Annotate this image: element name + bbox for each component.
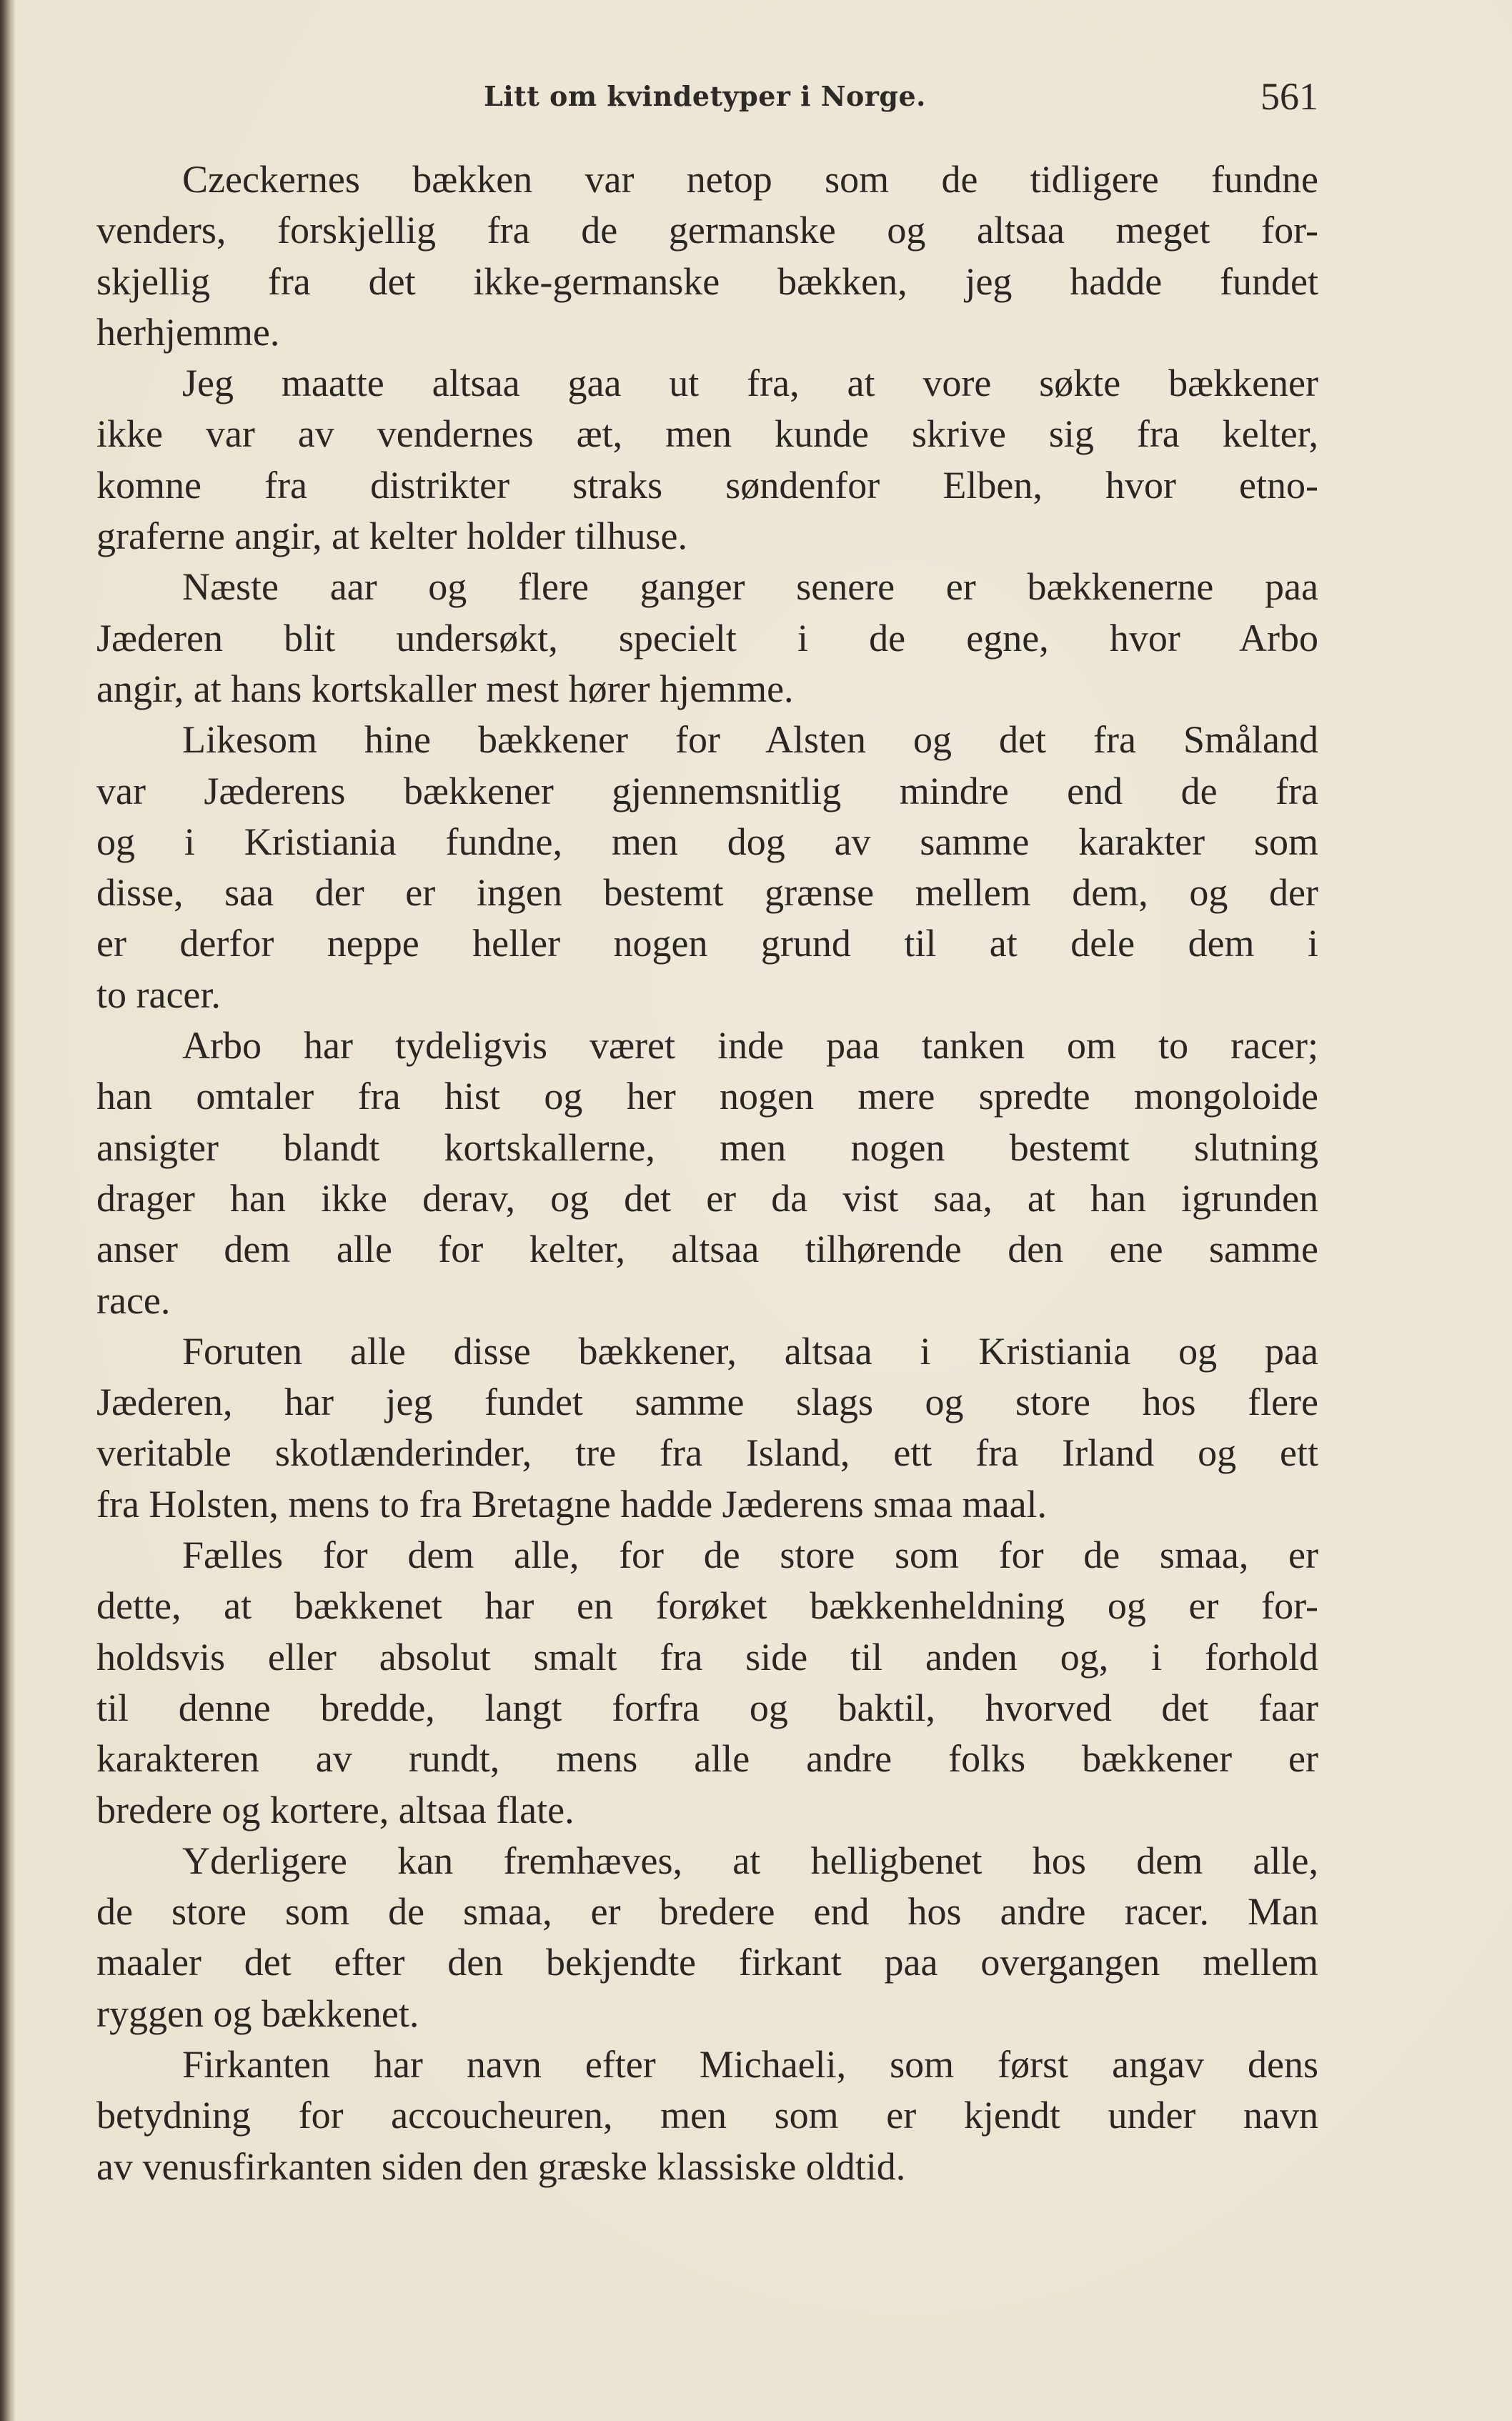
text-line: han omtaler fra hist og her nogen mere spredte mongoloide <box>96 1075 1318 1118</box>
paragraph <box>96 715 1318 1020</box>
text-line: var Jæderens bækkener gjennemsnitlig mindre end de fra <box>96 769 1318 812</box>
text-line: Likesom hine bækkener for Alsten og det fra Småland <box>182 718 1318 762</box>
text-line: Jæderen, har jeg fundet samme slags og store hos flere <box>96 1381 1318 1424</box>
paragraph <box>96 562 1318 715</box>
text-line: graferne angir, at kelter holder tilhuse. <box>96 514 687 558</box>
text-line: disse, saa der er ingen bestemt grænse mellem dem, og der <box>96 871 1318 915</box>
text-line: Czeckernes bækken var netop som de tidligere fundne <box>182 158 1318 201</box>
text-line: Fælles for dem alle, for de store som for de smaa, er <box>182 1533 1318 1577</box>
text-line: herhjemme. <box>96 310 280 354</box>
text-line: anser dem alle for kelter, altsaa tilhørende den ene samme <box>96 1228 1318 1271</box>
text-line: komne fra distrikter straks søndenfor Elben, hvor etno- <box>96 463 1318 507</box>
text-line: dette, at bækkenet har en forøket bækkenheldning og er for- <box>96 1584 1318 1628</box>
text-line: Foruten alle disse bækkener, altsaa i Kristiania og paa <box>182 1329 1318 1373</box>
text-line: ryggen og bækkenet. <box>96 1992 419 2035</box>
text-line: drager han ikke derav, og det er da vist saa, at han igrunden <box>96 1176 1318 1220</box>
text-line: angir, at hans kortskaller mest hører hjemme. <box>96 667 794 710</box>
text-line: bredere og kortere, altsaa flate. <box>96 1788 575 1831</box>
text-line: av venusfirkanten siden den græske klassiske oldtid. <box>96 2144 906 2188</box>
text-line: Firkanten har navn efter Michaeli, som først angav dens <box>182 2042 1318 2086</box>
paragraph <box>96 154 1318 358</box>
paragraph <box>96 358 1318 562</box>
text-line: de store som de smaa, er bredere end hos andre racer. Man <box>96 1890 1318 1934</box>
text-line: til denne bredde, langt forfra og baktil, hvorved det faar <box>96 1686 1318 1729</box>
text-line: betydning for accoucheuren, men som er kjendt under navn <box>96 2094 1318 2137</box>
running-head <box>96 77 1318 120</box>
paragraph <box>96 1326 1318 1530</box>
page-number: 561 <box>1260 75 1318 118</box>
text-line: og i Kristiania fundne, men dog av samme karakter som <box>96 820 1318 863</box>
text-line: ikke var av vendernes æt, men kunde skrive sig fra kelter, <box>96 412 1318 456</box>
paragraph <box>96 1530 1318 1836</box>
text-line: Yderligere kan fremhæves, at helligbenet hos dem alle, <box>182 1839 1318 1882</box>
text-line: race. <box>96 1278 171 1322</box>
text-line: to racer. <box>96 973 221 1016</box>
text-line: maaler det efter den bekjendte firkant paa overgangen mellem <box>96 1941 1318 1984</box>
running-head-title: Litt om kvindetyper i Norge. <box>484 80 926 112</box>
text-line: Arbo har tydeligvis været inde paa tanken om to racer; <box>182 1024 1318 1068</box>
text-line: fra Holsten, mens to fra Bretagne hadde Jæderens smaa maal. <box>96 1482 1048 1526</box>
page-binding-edge <box>0 0 16 2421</box>
text-line: Jæderen blit undersøkt, specielt i de egne, hvor Arbo <box>96 616 1318 660</box>
text-line: ansigter blandt kortskallerne, men nogen bestemt slutning <box>96 1125 1318 1169</box>
text-line: Næste aar og flere ganger senere er bækkenerne paa <box>182 565 1318 609</box>
text-line: veritable skotlænderinder, tre fra Island, ett fra Irland og ett <box>96 1431 1318 1475</box>
paragraph <box>96 2039 1318 2192</box>
body-text <box>96 154 1318 2192</box>
text-line: Jeg maatte altsaa gaa ut fra, at vore søkte bækkener <box>182 362 1318 405</box>
text-line: skjellig fra det ikke-germanske bækken, jeg hadde fundet <box>96 259 1318 303</box>
text-line: karakteren av rundt, mens alle andre folks bækkener er <box>96 1737 1318 1781</box>
text-line: venders, forskjellig fra de germanske og altsaa meget for- <box>96 209 1318 252</box>
paragraph <box>96 1836 1318 2039</box>
paragraph <box>96 1020 1318 1326</box>
text-line: er derfor neppe heller nogen grund til at dele dem i <box>96 922 1318 965</box>
text-line: holdsvis eller absolut smalt fra side til anden og, i forhold <box>96 1635 1318 1679</box>
